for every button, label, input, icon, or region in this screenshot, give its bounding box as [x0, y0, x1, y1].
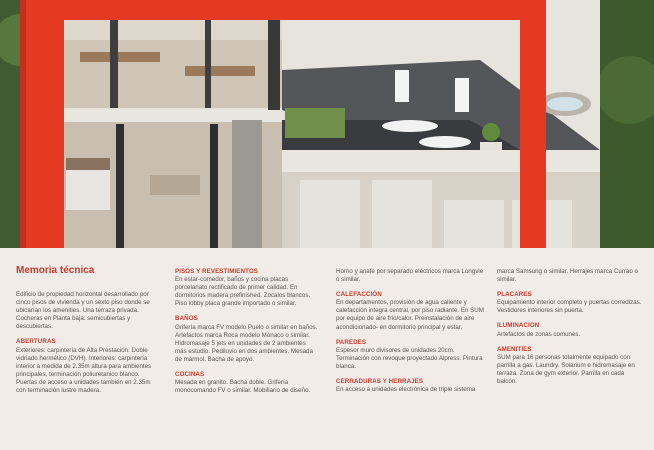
calefaccion-text: En departamentos, provisión de agua caliente y calefacción integra central, por piso radiante. En SUM por equipo de aire frío/calor. Preinstalación de aire acondicionado- en dormitorio principal y estar.: [336, 299, 484, 331]
building-description: Edificio de propiedad horizontal desarrollado por cinco pisos de vivienda y un sexto piso donde se ubicarían los amenities. Una terraza privada. Cocheras en Planta baja: semicubiertas y descubiertas.: [16, 291, 150, 331]
amenities-heading: AMENITIES: [497, 345, 532, 353]
aberturas-heading: ABERTURAS: [16, 338, 56, 346]
technical-memo: [0, 248, 654, 450]
banos-text: Grifería marca FV modelo Puelo o similar en baños. Artefactos marca Roca modelo Mónaco o similar. Hidromasaje 5 jets en unidades de 2 ambientes más estudio. Pediluvio en dos ambientes. Mesada de mármol. Bacha de apoyo.: [175, 323, 318, 363]
iluminacion-heading: ILUMINACION: [497, 322, 540, 330]
column-3: [336, 268, 484, 394]
terrace-slab: [282, 150, 600, 172]
iluminacion-text: Artefactos de zonas comunes.: [497, 330, 581, 338]
window-mullion-3: [116, 124, 124, 248]
bed: [66, 170, 110, 210]
column-4: [497, 268, 643, 386]
window-mullion-1: [110, 20, 118, 108]
pisos-heading: PISOS Y REVESTIMIENTOS: [175, 268, 259, 275]
column-1: [16, 265, 158, 395]
cerraduras-text: En acceso a unidades electrónica de triple sistema: [336, 386, 476, 394]
lounger-1: [382, 120, 438, 132]
red-frame-shadow: [20, 0, 26, 248]
horno-text: Horno y anafe por separado eléctricos marca Longvie o similar.: [336, 268, 484, 284]
concrete-column: [232, 120, 262, 248]
lounger-2: [419, 136, 471, 148]
aberturas-text: Exteriores: carpintería de Alta Prestación. Doble vidriado hermético (DVH). Interiores: carpintería interior a medida de 2.35m altura para ambientes principales, terminación poliuretanico blanco. Puertas de acceso a unidades también en 2.35m con terminación lustre madera.: [16, 346, 152, 395]
dining-table-1: [80, 52, 160, 62]
paredes-text: Espesor muro divisores de unidades 20cm. Terminación con revoque proyectado Alpress. Pintura blanca.: [336, 346, 483, 370]
lower-window-3: [444, 200, 504, 248]
wall-dark: [268, 20, 280, 110]
placares-heading: PLACARES: [497, 291, 532, 299]
headboard: [66, 158, 110, 170]
placares-text: Equipamiento interior completo y puertas corredizas. Vestidores interiores sin puerta.: [497, 299, 642, 315]
upper-ceiling: [62, 18, 282, 40]
planter: [285, 108, 345, 138]
cerraduras-heading: CERRADURAS Y HERRAJES: [336, 378, 424, 386]
memo-title: Memoria técnica: [16, 265, 95, 276]
foliage-right: [600, 0, 654, 248]
banos-heading: BAÑOS: [175, 315, 198, 323]
column-2: [175, 268, 319, 395]
lower-window-1: [300, 180, 360, 248]
sofa: [150, 175, 200, 195]
potted-plant: [482, 123, 500, 141]
lower-window-2: [372, 180, 432, 248]
paredes-heading: PAREDES: [336, 338, 367, 346]
window-mullion-2: [205, 20, 211, 108]
cocinas-heading: COCINAS: [175, 371, 205, 379]
jacuzzi-water: [547, 97, 583, 111]
terrace-chair-1: [395, 70, 409, 102]
terrace-chair-2: [455, 78, 469, 112]
pisos-text: En estar-comedor, baños y cocina placas porcelanato rectificado de primer calidad. En dormitorios madera prefinished. Zócalos blancos. Piso lobby placa grande importado o similar.: [175, 276, 311, 308]
calefaccion-heading: CALEFACCIÓN: [336, 291, 382, 299]
window-mullion-4: [210, 124, 218, 248]
amenities-text: SUM para 16 personas totalmente equipado con parrilla a gas. Laundry. Solarium e hidromasaje en terraza. Zona de gym exterior. Parrilla en cada balcón.: [497, 353, 635, 386]
herrajes-text: marca Samsung o similar. Herrajes marca Currao o similar.: [497, 268, 638, 284]
dining-table-2: [185, 66, 255, 76]
cocinas-text: Mesada en granito. Bacha doble. Grifería monocomando FV o similar. Mobiliario de diseño.: [175, 379, 311, 395]
